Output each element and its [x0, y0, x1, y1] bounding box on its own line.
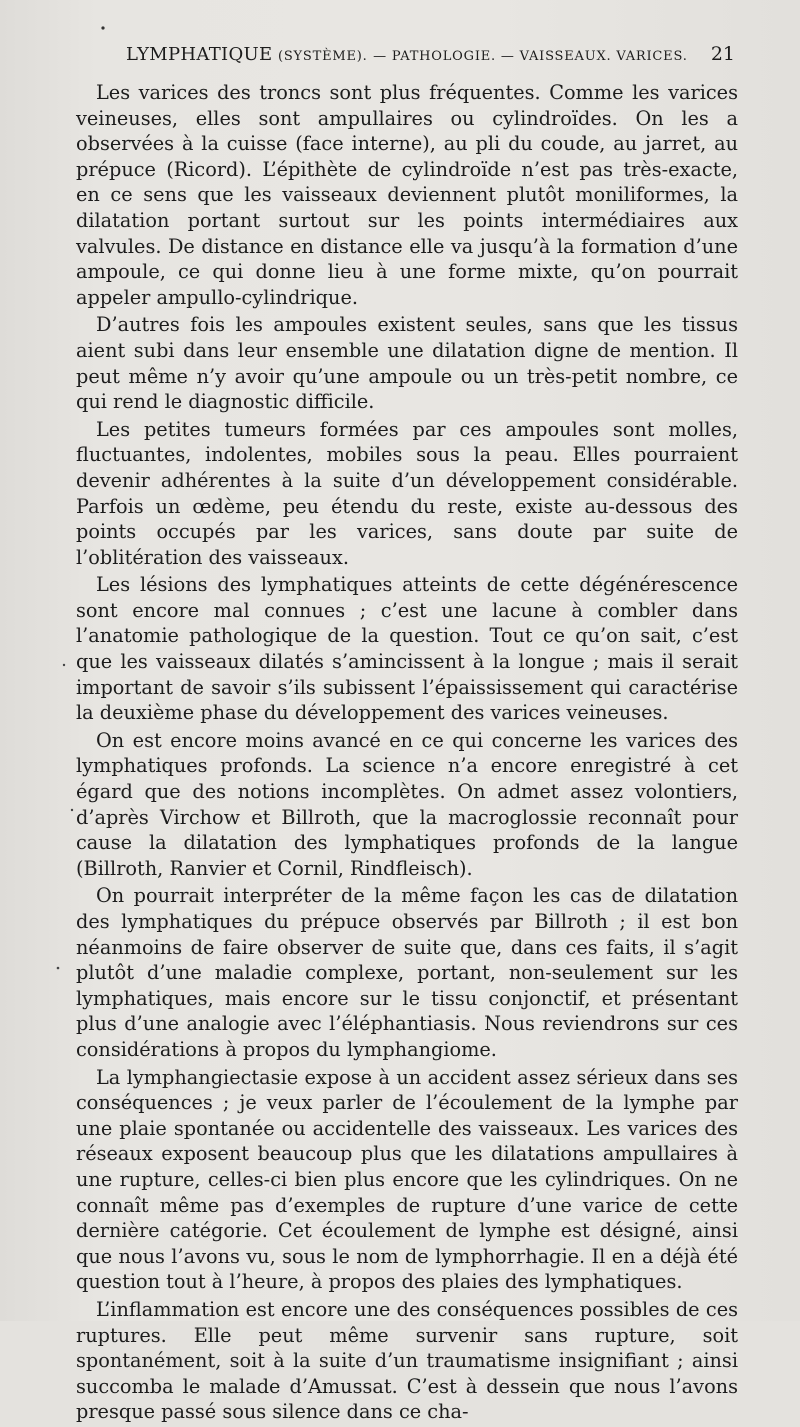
paragraph: Les petites tumeurs formées par ces ampoules sont molles, fluctuantes, indolentes, mobiles sous la peau. Elles pourraient devenir adhérentes à la suite d’un développement considérable. Parfois un œdème, peu étendu du reste, existe au-dessous des points occupés par les varices, sans doute par suite de l’oblitération des vaisseaux. [76, 417, 738, 569]
paragraph: D’autres fois les ampoules existent seules, sans que les tissus aient subi dans leur ensemble une dilatation digne de mention. Il peut même n’y avoir qu’une ampoule ou un très-petit nombre, ce qui rend le diagnostic difficile. [76, 313, 738, 414]
paragraph: Les lésions des lymphatiques atteints de cette dégénérescence sont encore mal connues ; c’est une lacune à combler dans l’anatomie pathologique de la question. Tout ce qu’on sait, c’est que les vaisseaux dilatés s’amincissent à la longue ; mais il serait important de savoir s’ils subissent l’épaississement qui caractérise la deuxième phase du développement des varices veineuses. [76, 573, 738, 725]
paragraph: L’inflammation est encore une des conséquences possibles de ces ruptures. Elle peut même survenir sans rupture, soit spontanément, soit à la suite d’un traumatisme insignifiant ; ainsi succomba le malade d’Amussat. C’est à dessein que nous l’avons presque passé sous silence dans ce cha- [76, 1297, 738, 1424]
header-title [78, 44, 703, 65]
paragraph: On est encore moins avancé en ce qui concerne les varices des lymphatiques profonds. La science n’a encore enregistré à cet égard que des notions incomplètes. On admet assez volontiers, d’après Virchow et Billroth, que la macroglossie reconnaît pour cause la dilatation des lymphatiques profonds de la langue (Billroth, Ranvier et Cornil, Rindfleisch). [76, 728, 738, 880]
paragraph: Les varices des troncs sont plus fréquentes. Comme les varices veineuses, elles sont ampullaires ou cylindroïdes. On les a observées à la cuisse (face interne), au pli du coude, au jarret, au prépuce (Ricord). L’épithète de cylindroïde n’est pas très-exacte, en ce sens que les vaisseaux deviennent plutôt moniliformes, la dilatation portant surtout sur les points intermédiaires aux valvules. De distance en distance elle va jusqu’à la formation d’une ampoule, ce qui donne lieu à une forme mixte, qu’on pourrait appeler ampullo-cylindrique. [76, 81, 738, 309]
header-title-sub: (SYSTÈME). [277, 49, 368, 64]
paragraph: La lymphangiectasie expose à un accident assez sérieux dans ses conséquences ; je veux parler de l’écoulement de la lymphe par une plaie spontanée ou accidentelle des vaisseaux. Les varices des réseaux exposent beaucoup plus que les dilatations ampullaires à une rupture, celles-ci bien plus encore que les cylindriques. On ne connaît même pas d’exemples de rupture d’une varice de cette dernière catégorie. Cet écoulement de lymphe est désigné, ainsi que nous l’avons vu, sous le nom de lymphorrhagie. Il en a déjà été question tout à l’heure, à propos des plaies des lymphatiques. [76, 1065, 738, 1294]
header-section: — PATHOLOGIE. — VAISSEAUX. VARICES. [373, 49, 688, 64]
header-title-main: LYMPHATIQUE [126, 44, 273, 65]
body-text [76, 80, 738, 1427]
page-number: 21 [710, 43, 735, 65]
running-header [78, 43, 735, 69]
paragraph: On pourrait interpréter de la même façon les cas de dilatation des lymphatiques du prépuce observés par Billroth ; il est bon néanmoins de faire observer de suite que, dans ces faits, il s’agit plutôt d’une maladie complexe, portant, non-seulement sur les lymphatiques, mais encore sur le tissu conjonctif, et présentant plus d’une analogie avec l’éléphantiasis. Nous reviendrons sur ces considérations à propos du lymphangiome. [76, 884, 738, 1061]
